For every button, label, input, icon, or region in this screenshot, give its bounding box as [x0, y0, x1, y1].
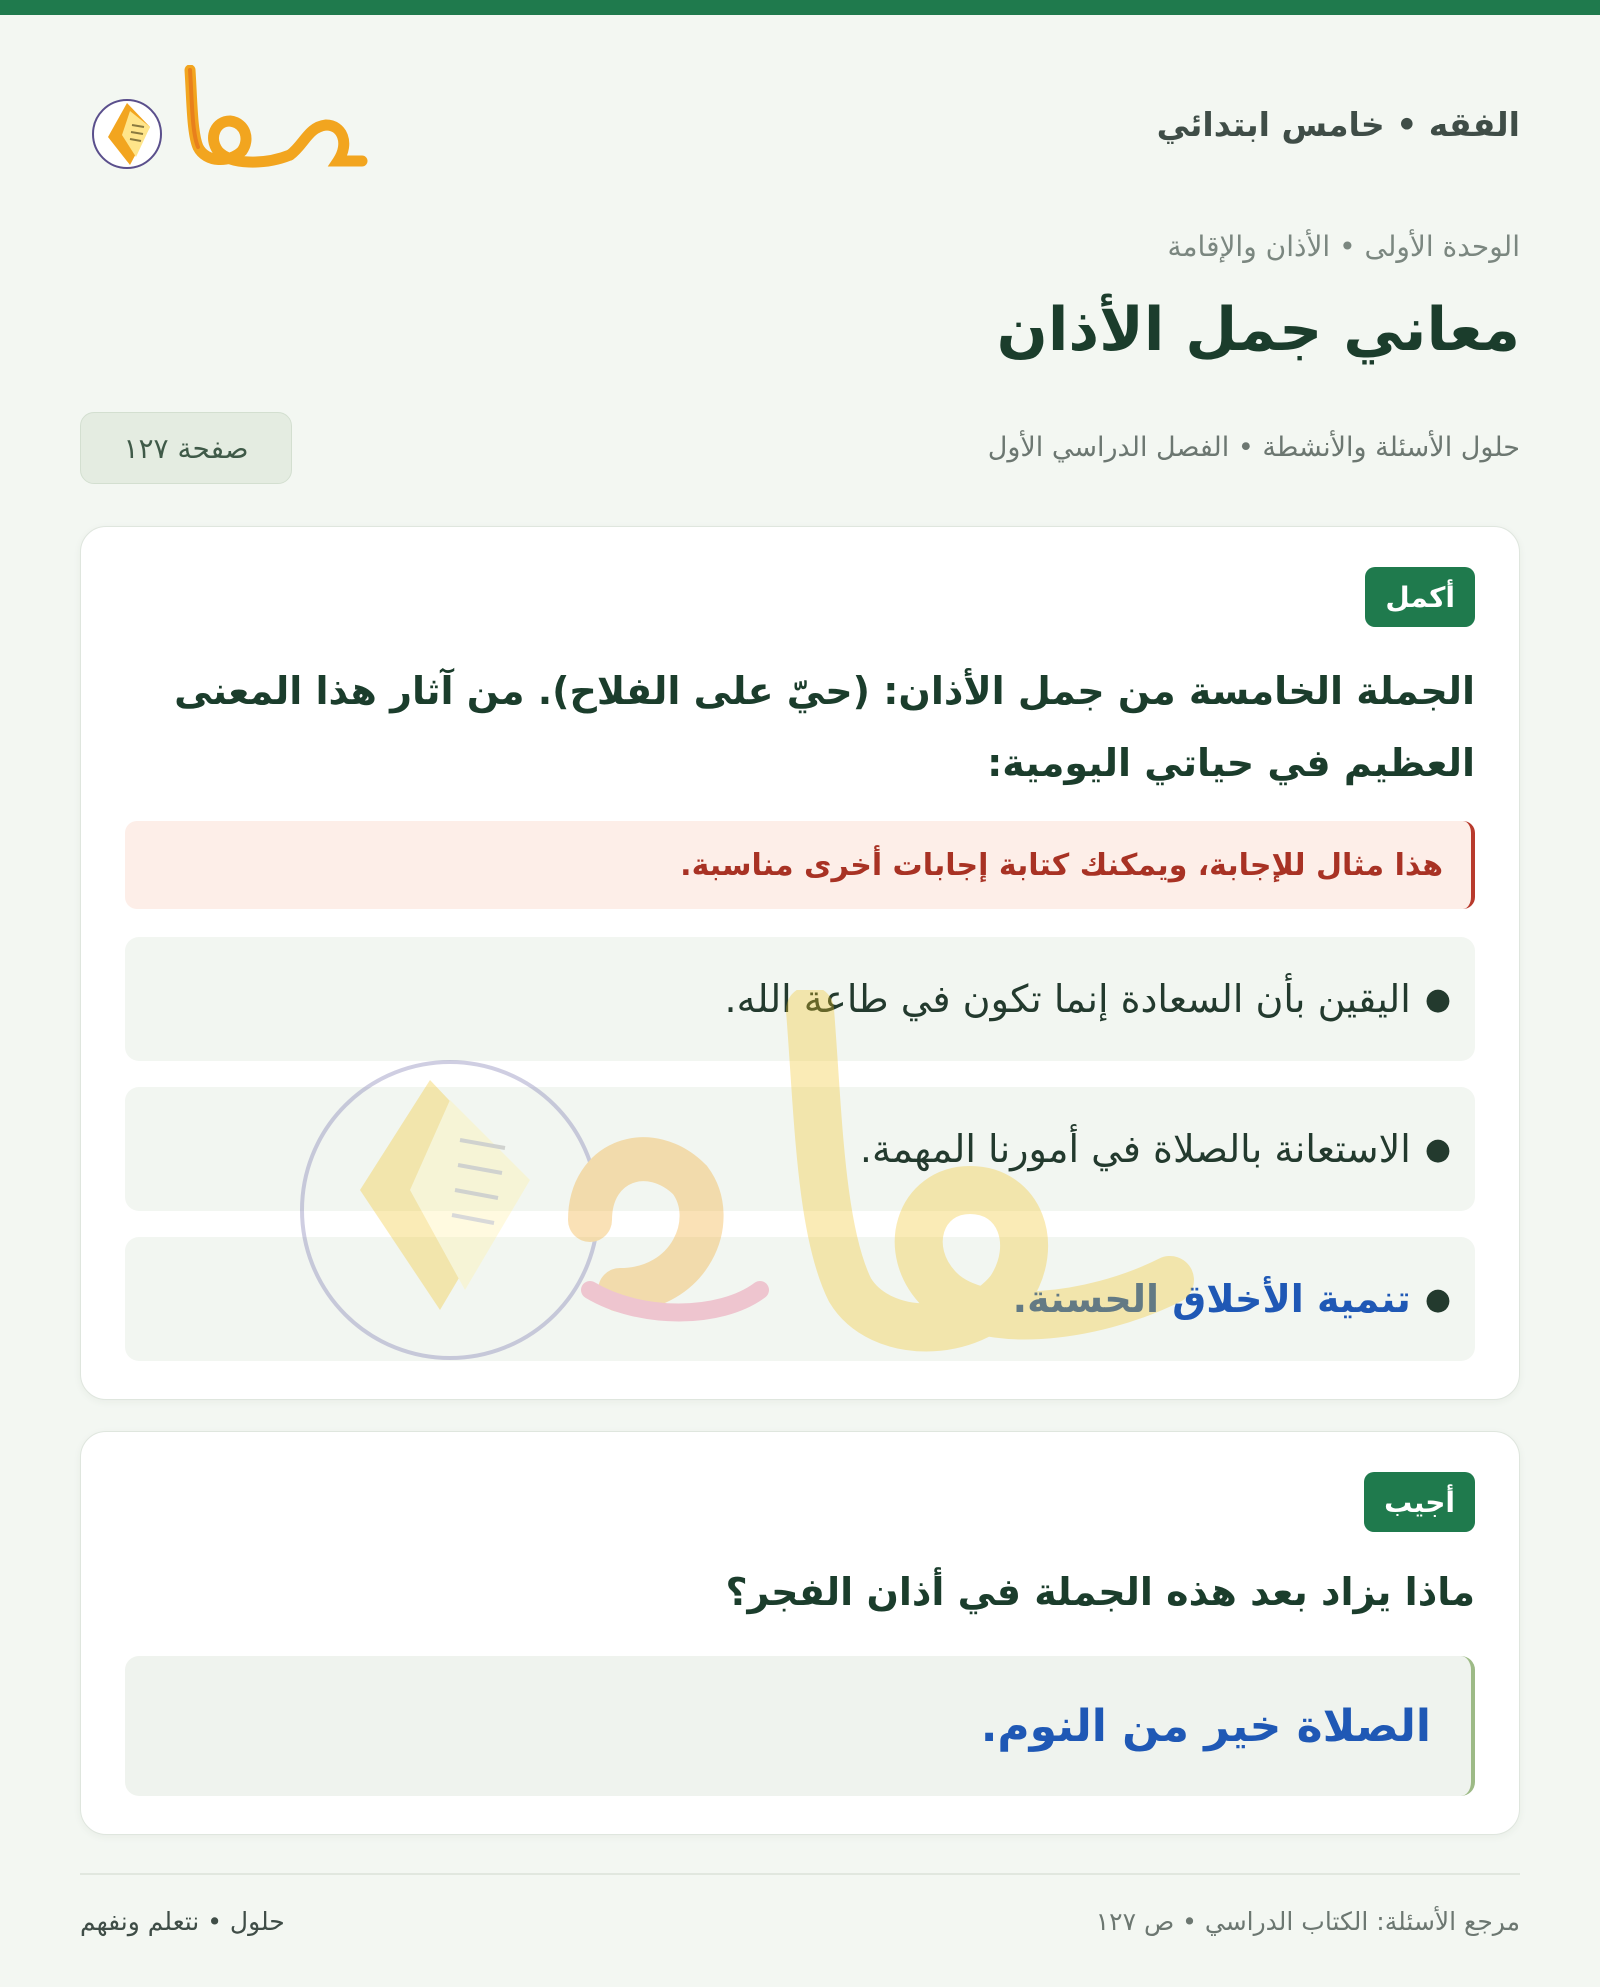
answer-item [125, 937, 1475, 1061]
page-title: معاني جمل الأذان [996, 295, 1520, 365]
footer-reference: مرجع الأسئلة: الكتاب الدراسي • ص ١٢٧ [1095, 1907, 1520, 1936]
sample-answer-note: هذا مثال للإجابة، ويمكنك كتابة إجابات أخرى مناسبة. [125, 821, 1475, 909]
site-logo[interactable] [80, 65, 380, 185]
course-title: الفقه • خامس ابتدائي [1156, 105, 1520, 144]
question-text: الجملة الخامسة من جمل الأذان: (حيّ على الفلاح). من آثار هذا المعنى العظيم في حياتي اليومية: [174, 669, 1475, 785]
answer-box: الصلاة خير من النوم. [125, 1656, 1475, 1796]
answer-item-text: تنمية الأخلاق الحسنة. [1012, 1277, 1411, 1321]
answer-item-text: اليقين بأن السعادة إنما تكون في طاعة الله. [724, 977, 1411, 1021]
answer-item [125, 1237, 1475, 1361]
bullet-icon: ● [1424, 1281, 1451, 1317]
page-subtitle: حلول الأسئلة والأنشطة • الفصل الدراسي الأول [987, 432, 1520, 463]
question-type-tag: أكمل [1365, 567, 1475, 627]
bullet-icon: ● [1424, 981, 1451, 1017]
breadcrumb: الوحدة الأولى • الأذان والإقامة [1167, 230, 1520, 263]
answer-item [125, 1087, 1475, 1211]
header [80, 65, 1520, 185]
question-card-answer [80, 1431, 1520, 1835]
question-type-tag: أجيب [1364, 1472, 1475, 1532]
footer-divider [80, 1873, 1520, 1875]
question-text: ماذا يزاد بعد هذه الجملة في أذان الفجر؟ [725, 1570, 1475, 1614]
bullet-icon: ● [1424, 1131, 1451, 1167]
question-card-complete [80, 526, 1520, 1400]
logo-book-icon [80, 65, 380, 185]
answer-item-text: الاستعانة بالصلاة في أمورنا المهمة. [859, 1127, 1411, 1171]
page-number-badge: صفحة ١٢٧ [80, 412, 292, 484]
top-accent-bar [0, 0, 1600, 15]
footer-brand: حلول • نتعلم ونفهم [80, 1907, 285, 1936]
